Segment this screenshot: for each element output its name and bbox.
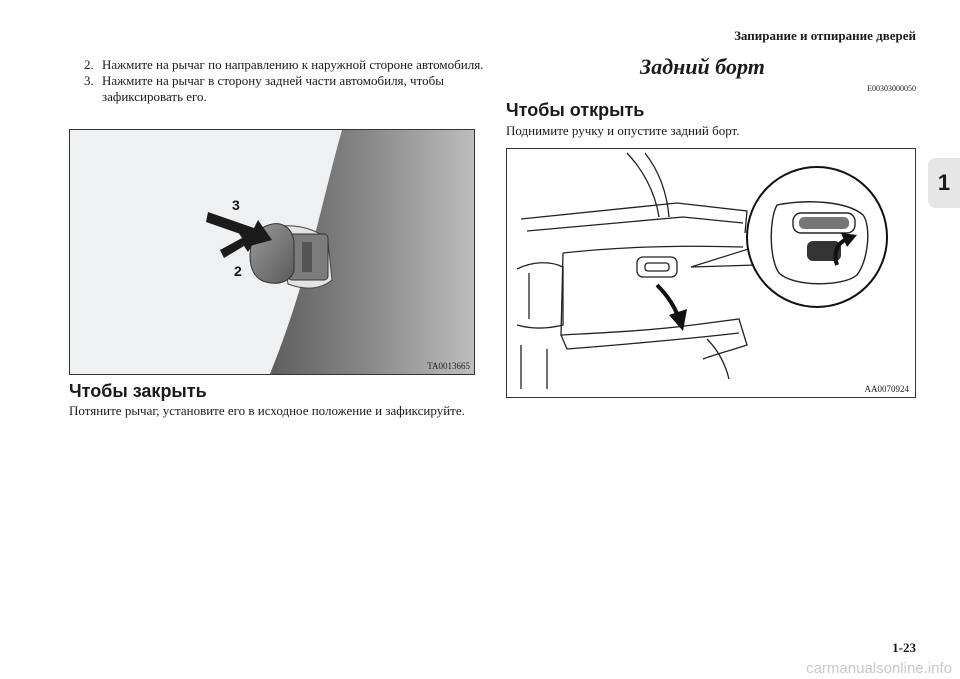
tailgate-illustration bbox=[507, 149, 915, 397]
tailgate-left bbox=[561, 253, 693, 335]
zoom-circle bbox=[747, 167, 887, 307]
step-item bbox=[84, 73, 484, 105]
step-text: Нажмите на рычаг в сторону задней части автомобиля, чтобы зафиксировать его. bbox=[102, 73, 444, 104]
tailgate-handle bbox=[645, 263, 669, 271]
close-heading: Чтобы закрыть bbox=[69, 381, 207, 401]
topic-code: E00303000050 bbox=[867, 84, 916, 93]
step-number: 2. bbox=[84, 57, 94, 72]
tailgate-figure bbox=[506, 148, 916, 398]
door-lever-figure bbox=[69, 129, 475, 375]
figure-code: TA0013665 bbox=[427, 361, 470, 371]
watermark: carmanualsonline.info bbox=[806, 660, 952, 677]
zoom-handle-inner bbox=[799, 217, 849, 229]
lever-slot bbox=[302, 242, 312, 272]
label-3: 3 bbox=[232, 197, 240, 213]
step-text: Нажмите на рычаг по направлению к наружной стороне автомобиля. bbox=[102, 57, 484, 72]
bed-inner-rail bbox=[527, 217, 743, 231]
left-tail-light bbox=[517, 263, 563, 328]
close-text: Потяните рычаг, установите его в исходное положение и зафиксируйте. bbox=[69, 403, 465, 418]
figure-code: AA0070924 bbox=[864, 384, 909, 394]
steps-list bbox=[84, 57, 484, 105]
label-2: 2 bbox=[234, 263, 242, 279]
tailgate-handle-housing bbox=[637, 257, 677, 277]
door-lever-illustration bbox=[70, 130, 474, 374]
page-number: 1-23 bbox=[892, 640, 916, 655]
bumper bbox=[561, 333, 739, 349]
step-number: 3. bbox=[84, 73, 94, 88]
chapter-tab[interactable]: 1 bbox=[928, 158, 960, 208]
tailgate-top bbox=[563, 246, 743, 253]
page-header-title: Запирание и отпирание дверей bbox=[734, 28, 916, 43]
wheel-left bbox=[521, 345, 547, 389]
open-text: Поднимите ручку и опустите задний борт. bbox=[506, 123, 740, 138]
open-heading: Чтобы открыть bbox=[506, 100, 645, 120]
step-item bbox=[84, 57, 484, 73]
topic-title: Задний борт bbox=[640, 54, 765, 79]
wheel-arch bbox=[707, 339, 729, 379]
bumper-right bbox=[693, 319, 747, 359]
